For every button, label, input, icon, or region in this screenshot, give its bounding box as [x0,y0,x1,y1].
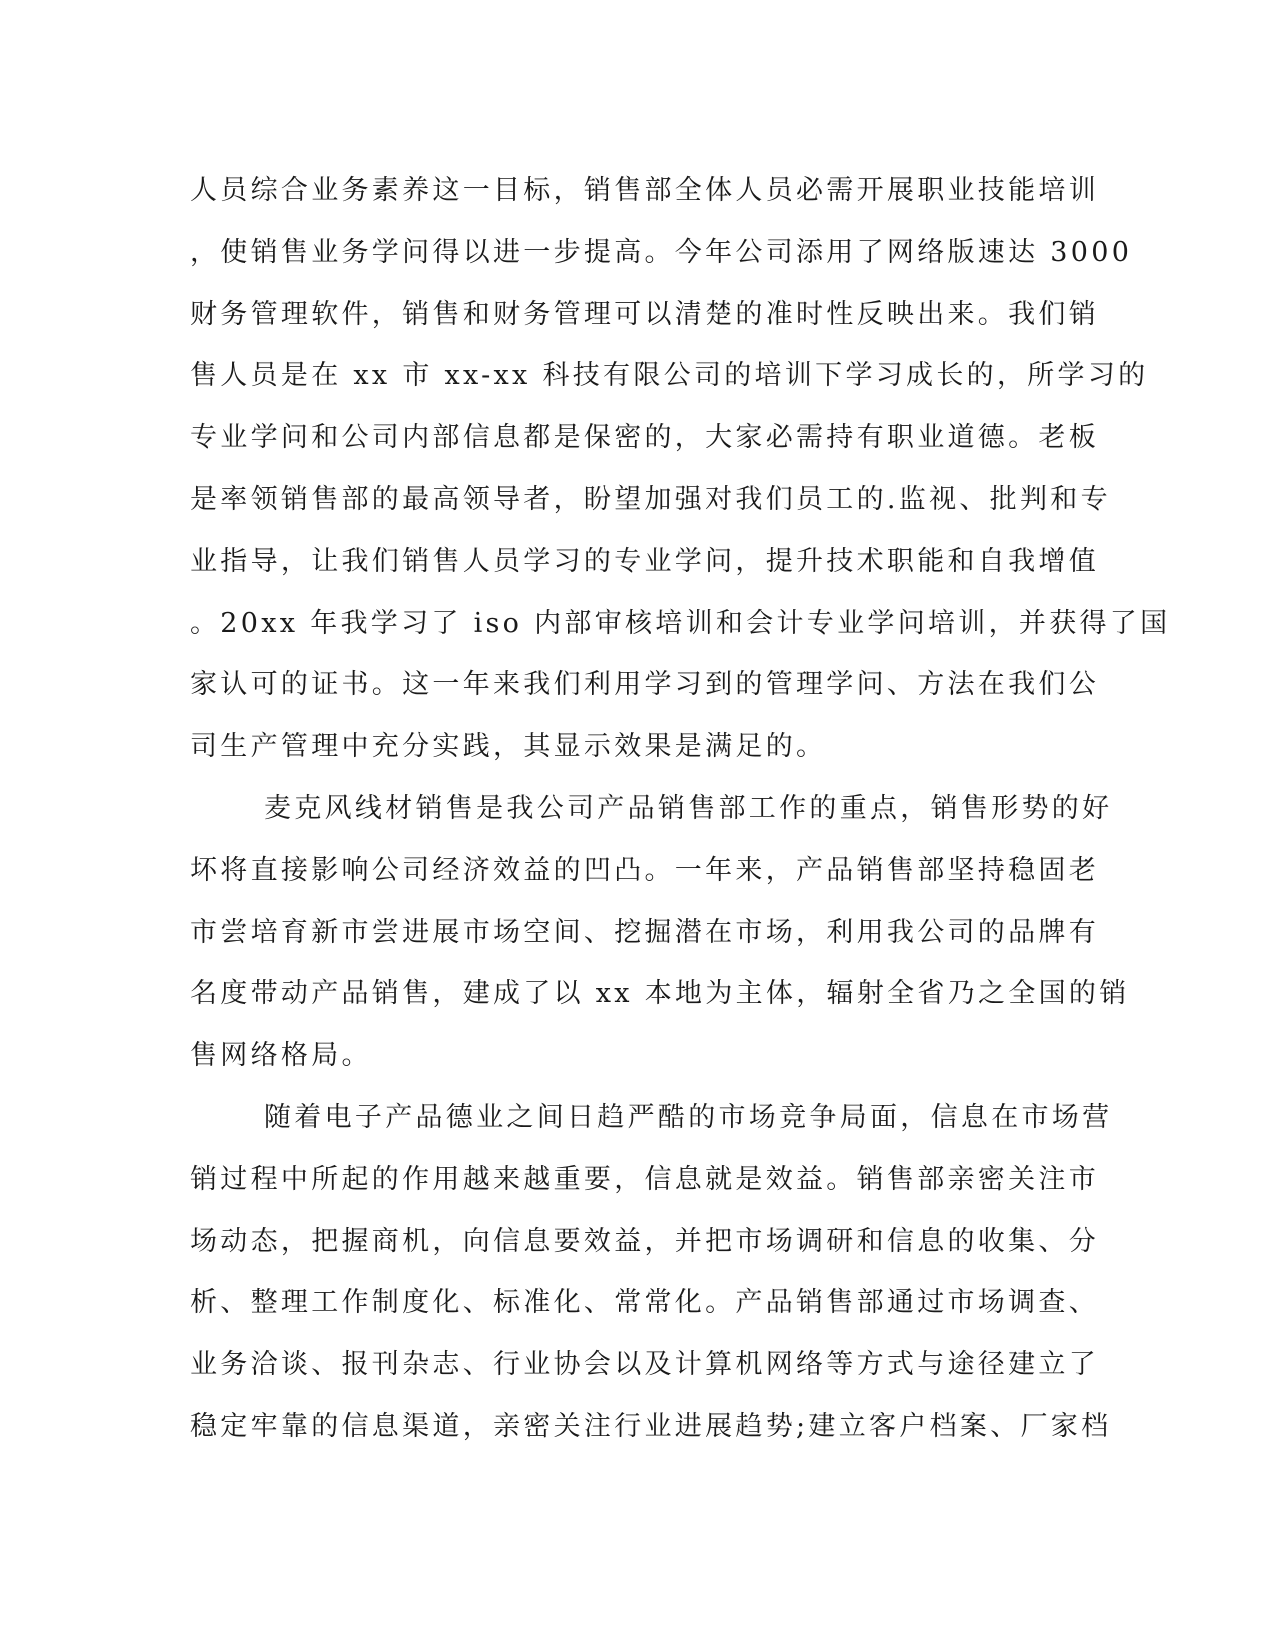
body-text [190,160,1171,1458]
paragraph-first-line: 麦克风线材销售是我公司产品销售部工作的重点，销售形势的好 [264,792,1113,824]
text-line: 。20xx 年我学习了 iso 内部审核培训和会计专业学问培训，并获得了国 [190,607,1171,639]
text-line: 析、整理工作制度化、标准化、常常化。产品销售部通过市场调查、 [190,1287,1099,1319]
text-line: ，使销售业务学问得以进一步提高。今年公司添用了网络版速达 3000 [190,236,1133,268]
text-line: 专业学问和公司内部信息都是保密的，大家必需持有职业道德。老板 [190,422,1099,454]
text-line: 售网络格局。 [190,1040,372,1072]
text-line: 场动态，把握商机，向信息要效益，并把市场调研和信息的收集、分 [190,1225,1099,1257]
text-line: 市尝培育新市尝进展市场空间、挖掘潜在市场，利用我公司的品牌有 [190,916,1099,948]
text-line: 家认可的证书。这一年来我们利用学习到的管理学问、方法在我们公 [190,669,1099,701]
text-line: 业务洽谈、报刊杂志、行业协会以及计算机网络等方式与途径建立了 [190,1349,1099,1381]
text-line: 销过程中所起的作用越来越重要，信息就是效益。销售部亲密关注市 [190,1163,1099,1195]
text-line: 人员综合业务素养这一目标，销售部全体人员必需开展职业技能培训 [190,175,1099,206]
paragraph-first-line: 随着电子产品德业之间日趋严酷的市场竞争局面，信息在市场营 [264,1101,1113,1133]
text-line: 坏将直接影响公司经济效益的凹凸。一年来，产品销售部坚持稳固老 [190,854,1099,886]
text-line: 是率领销售部的最高领导者，盼望加强对我们员工的.监视、批判和专 [190,483,1111,515]
text-line: 名度带动产品销售，建成了以 xx 本地为主体，辐射全省乃之全国的销 [190,978,1130,1010]
text-line: 业指导，让我们销售人员学习的专业学问，提升技术职能和自我增值 [190,545,1099,577]
text-line: 财务管理软件，销售和财务管理可以清楚的准时性反映出来。我们销 [190,298,1099,330]
text-line: 司生产管理中充分实践，其显示效果是满足的。 [190,731,827,763]
text-line: 稳定牢靠的信息渠道，亲密关注行业进展趋势;建立客户档案、厂家档 [190,1410,1112,1442]
text-line: 售人员是在 xx 市 xx-xx 科技有限公司的培训下学习成长的，所学习的 [190,360,1149,392]
